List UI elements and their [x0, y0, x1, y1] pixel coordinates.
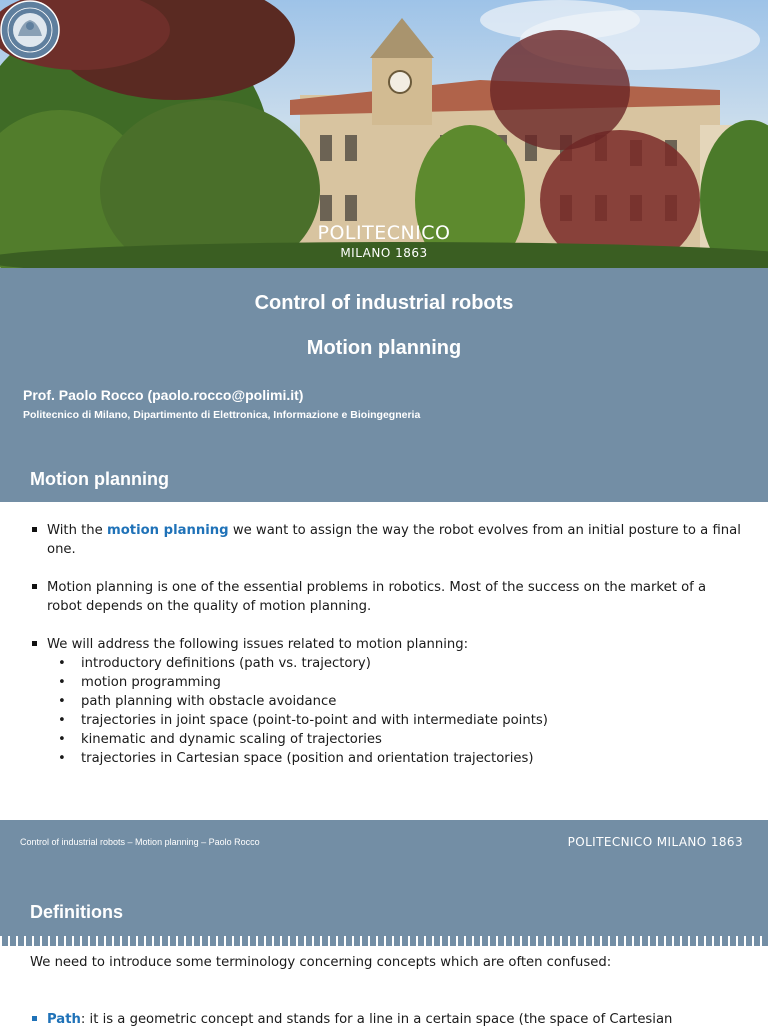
bullet-text: With the: [47, 523, 107, 538]
highlight-term: motion planning: [106, 523, 229, 538]
lecture-title: Motion planning: [306, 337, 462, 359]
sub-bullet-item: • motion programming: [47, 673, 745, 692]
logo-subtitle: MILANO 1863: [340, 246, 428, 260]
footer-logo-text: POLITECNICO MILANO 1863: [567, 835, 743, 849]
bullet-item: [30, 521, 745, 559]
sub-bullet-list: [47, 654, 745, 768]
tick-divider: [0, 502, 768, 512]
bullet-text: we want to assign the way the robot evolves from an initial posture to a final one.: [47, 523, 741, 557]
politecnico-seal-icon: [0, 0, 60, 60]
tick-divider: [0, 936, 768, 946]
sub-bullet-item: • trajectories in Cartesian space (position and orientation trajectories): [47, 749, 745, 768]
affiliation-line: Politecnico di Milano, Dipartimento di Elettronica, Informazione e Bioingegneria: [23, 409, 421, 421]
definition-text: : it is a geometric concept and stands for a line in a certain space (the space of Cartesian: [80, 1012, 673, 1027]
author-line: Prof. Paolo Rocco (paolo.rocco@polimi.it): [23, 387, 304, 403]
bullet-item: [30, 578, 745, 616]
bullet-item: [30, 635, 745, 768]
footer-caption: Control of industrial robots – Motion planning – Paolo Rocco: [20, 837, 260, 847]
intro-text: We need to introduce some terminology concerning concepts which are often confused:: [30, 955, 612, 970]
hero-photo: [0, 0, 768, 268]
sub-bullet-item: • trajectories in joint space (point-to-point and with intermediate points): [47, 711, 745, 730]
sub-bullet-item: • path planning with obstacle avoidance: [47, 692, 745, 711]
bullet-list: [30, 521, 745, 787]
definition-item: [30, 1010, 747, 1029]
course-title: Control of industrial robots: [254, 292, 514, 314]
sub-bullet-item: • kinematic and dynamic scaling of trajectories: [47, 730, 745, 749]
slide-heading-motion-planning: Motion planning: [30, 469, 169, 489]
bullet-text: We will address the following issues related to motion planning:: [47, 637, 469, 652]
sub-bullet-item: • introductory definitions (path vs. trajectory): [47, 654, 745, 673]
bullet-text: Motion planning is one of the essential problems in robotics. Most of the success on the market of a robot depends on the quality of motion planning.: [47, 580, 707, 614]
logo-wordmark: POLITECNICO: [317, 222, 451, 244]
definition-term: Path: [47, 1012, 81, 1027]
slide-heading-definitions: Definitions: [30, 902, 123, 922]
